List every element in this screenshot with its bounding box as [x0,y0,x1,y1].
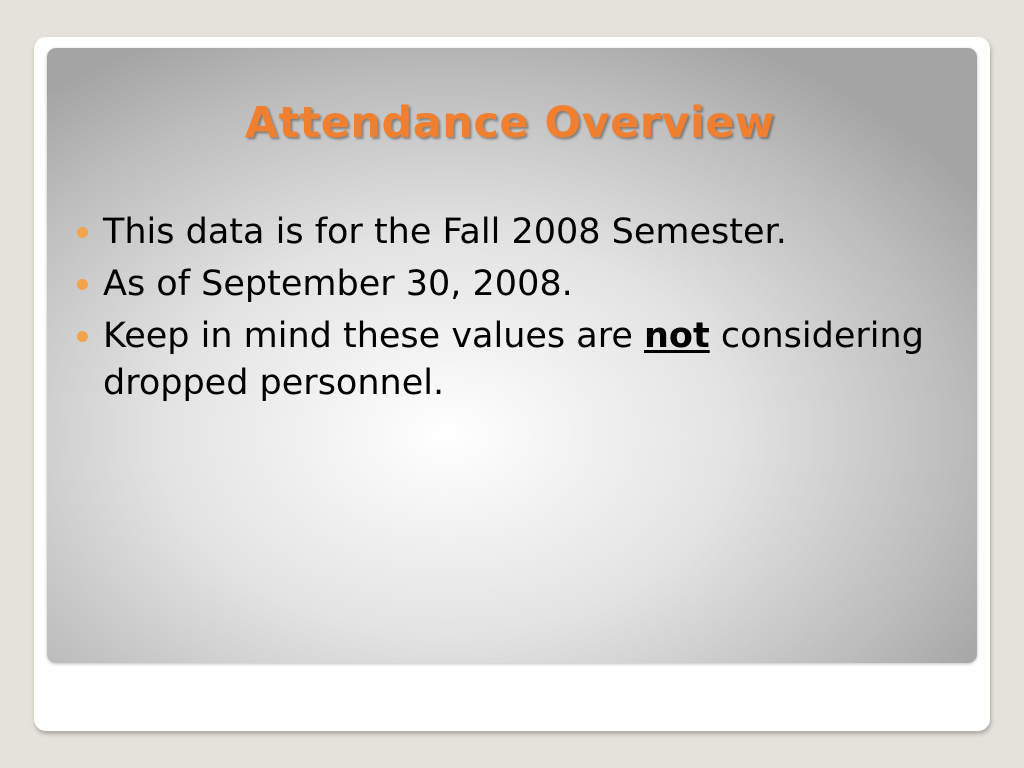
bullet-text: As of September 30, 2008. [103,264,573,304]
bullet-item [77,313,937,407]
bullet-list [77,209,937,412]
bullet-text-after: considering dropped personnel. [103,316,924,403]
bullet-dot-icon [77,227,88,238]
bullet-dot-icon [77,331,88,342]
bullet-text-before: Keep in mind these values are [103,316,645,356]
bullet-emphasis: not [644,316,710,356]
bullet-item [77,261,937,308]
slide-title: Attendance Overview [244,98,776,148]
bullet-dot-icon [77,279,88,290]
bullet-text: This data is for the Fall 2008 Semester. [103,212,787,252]
bullet-item [77,209,937,256]
